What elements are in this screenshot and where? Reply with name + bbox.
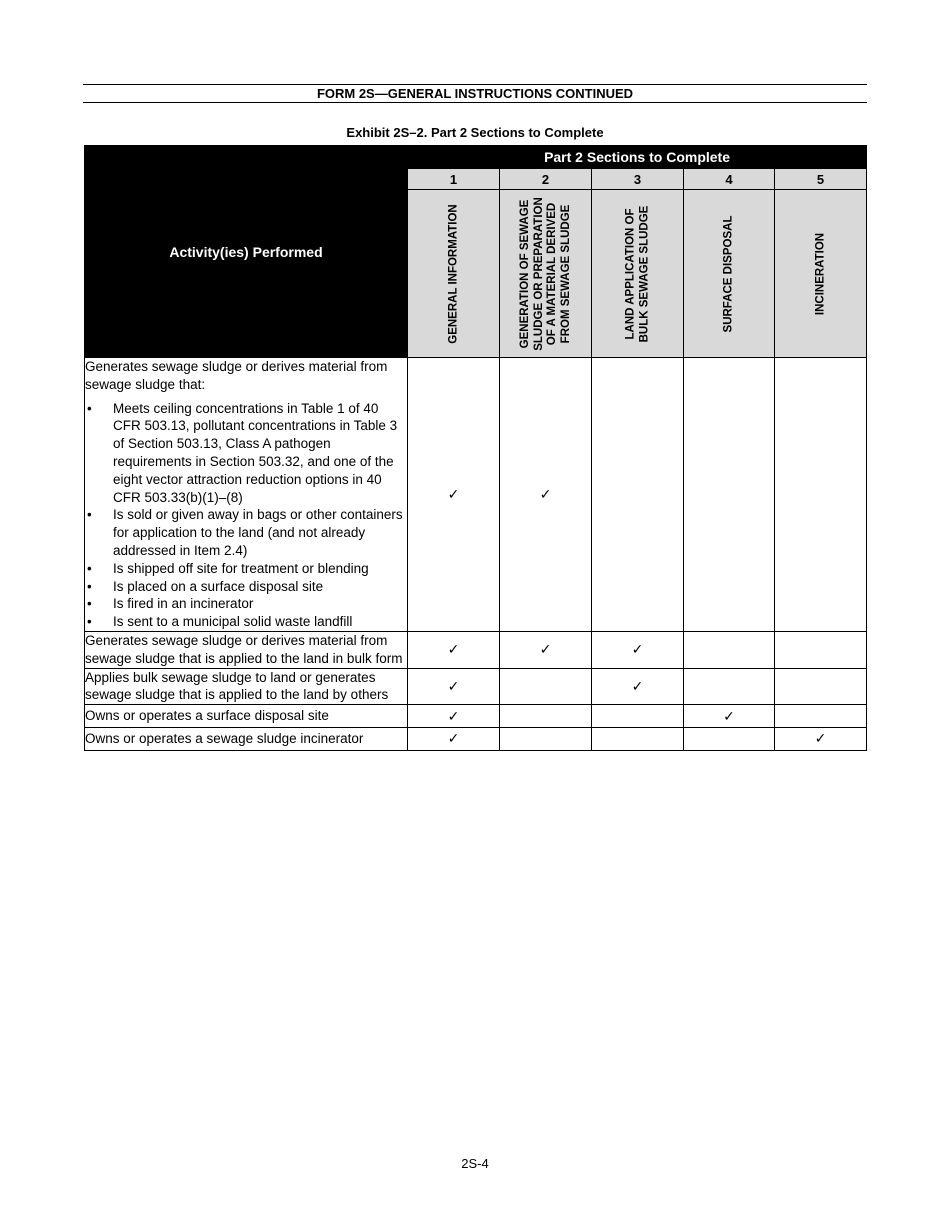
column-header-surface-disposal: [684, 190, 775, 358]
check-mark-icon: ✓: [814, 730, 827, 747]
list-item: • Is fired in an incinerator: [85, 595, 407, 613]
table-row: [85, 358, 867, 632]
part2-sections-table: [84, 145, 867, 751]
check-mark-icon: ✓: [447, 677, 460, 694]
check-cell: [775, 668, 867, 705]
exhibit-title: Exhibit 2S–2. Part 2 Sections to Complete: [346, 125, 604, 140]
check-cell: [500, 668, 592, 705]
check-cell: [500, 705, 592, 728]
check-cell: [775, 727, 867, 750]
form-header-title: FORM 2S—GENERAL INSTRUCTIONS CONTINUED: [316, 86, 634, 101]
column-header-incineration: [775, 190, 867, 358]
column-number-1: 1: [408, 169, 500, 190]
activity-cell: Applies bulk sewage sludge to land or generates sewage sludge that is applied to the land by others: [85, 668, 408, 705]
check-mark-icon: ✓: [447, 641, 460, 658]
check-cell: [684, 358, 775, 632]
check-cell: [408, 727, 500, 750]
activity-cell: [85, 358, 408, 632]
column-header-generation: [500, 190, 592, 358]
header-rule-bottom: [83, 102, 867, 103]
check-mark-icon: ✓: [447, 707, 460, 724]
header-rule-top: [83, 84, 867, 85]
column-label: LAND APPLICATION OF BULK SEWAGE SLUDGE: [624, 205, 650, 342]
check-cell: [408, 358, 500, 632]
column-number-3: 3: [592, 169, 684, 190]
table-row: [85, 705, 867, 728]
check-cell: [684, 705, 775, 728]
table-row: [85, 727, 867, 750]
check-cell: [592, 631, 684, 668]
check-cell: [500, 358, 592, 632]
activity-cell: Generates sewage sludge or derives material from sewage sludge that is applied to the land in bulk form: [85, 631, 408, 668]
check-cell: [775, 705, 867, 728]
check-mark-icon: ✓: [539, 485, 552, 502]
column-header-general-information: [408, 190, 500, 358]
column-label: SURFACE DISPOSAL: [722, 215, 735, 332]
check-cell: [684, 727, 775, 750]
check-cell: [592, 705, 684, 728]
activity-bullet-list: [85, 400, 407, 631]
check-mark-icon: ✓: [539, 641, 552, 658]
check-cell: [500, 727, 592, 750]
activity-cell: Owns or operates a sewage sludge incinerator: [85, 727, 408, 750]
column-number-2: 2: [500, 169, 592, 190]
check-mark-icon: ✓: [447, 485, 460, 502]
check-cell: [775, 358, 867, 632]
check-cell: [408, 668, 500, 705]
activity-intro: Generates sewage sludge or derives material from sewage sludge that:: [85, 359, 388, 392]
check-cell: [592, 358, 684, 632]
check-cell: [775, 631, 867, 668]
table-row: [85, 668, 867, 705]
check-cell: [500, 631, 592, 668]
check-mark-icon: ✓: [723, 707, 735, 724]
check-cell: [408, 631, 500, 668]
activity-column-header: Activity(ies) Performed: [85, 146, 408, 358]
table-row: [85, 631, 867, 668]
list-item: • Is sold or given away in bags or other containers for application to the land (and not already addressed in Item 2.4): [85, 506, 407, 559]
column-label: GENERATION OF SEWAGE SLUDGE OR PREPARATION OF A MATERIAL DERIVED FROM SEWAGE SLUDGE: [518, 196, 571, 351]
column-number-4: 4: [684, 169, 775, 190]
check-cell: [592, 727, 684, 750]
column-label: GENERAL INFORMATION: [446, 203, 459, 344]
list-item: • Is placed on a surface disposal site: [85, 578, 407, 596]
column-number-5: 5: [775, 169, 867, 190]
activity-cell: Owns or operates a surface disposal site: [85, 705, 408, 728]
part2-group-header: Part 2 Sections to Complete: [408, 146, 867, 169]
column-header-land-application: [592, 190, 684, 358]
column-label: INCINERATION: [813, 232, 826, 315]
list-item: • Meets ceiling concentrations in Table 1 of 40 CFR 503.13, pollutant concentrations in Table 3 of Section 503.13, Class A pathogen requirements in Section 503.32, and one of the eight vector attraction reduction options in 40 CFR 503.33(b)(1)–(8): [85, 400, 407, 507]
page-number: 2S-4: [461, 1156, 489, 1171]
check-cell: [684, 631, 775, 668]
list-item: • Is sent to a municipal solid waste landfill: [85, 613, 407, 631]
check-cell: [408, 705, 500, 728]
check-mark-icon: ✓: [631, 641, 644, 658]
check-cell: [592, 668, 684, 705]
list-item: • Is shipped off site for treatment or blending: [85, 560, 407, 578]
check-mark-icon: ✓: [447, 730, 460, 747]
check-mark-icon: ✓: [631, 677, 644, 694]
check-cell: [684, 668, 775, 705]
